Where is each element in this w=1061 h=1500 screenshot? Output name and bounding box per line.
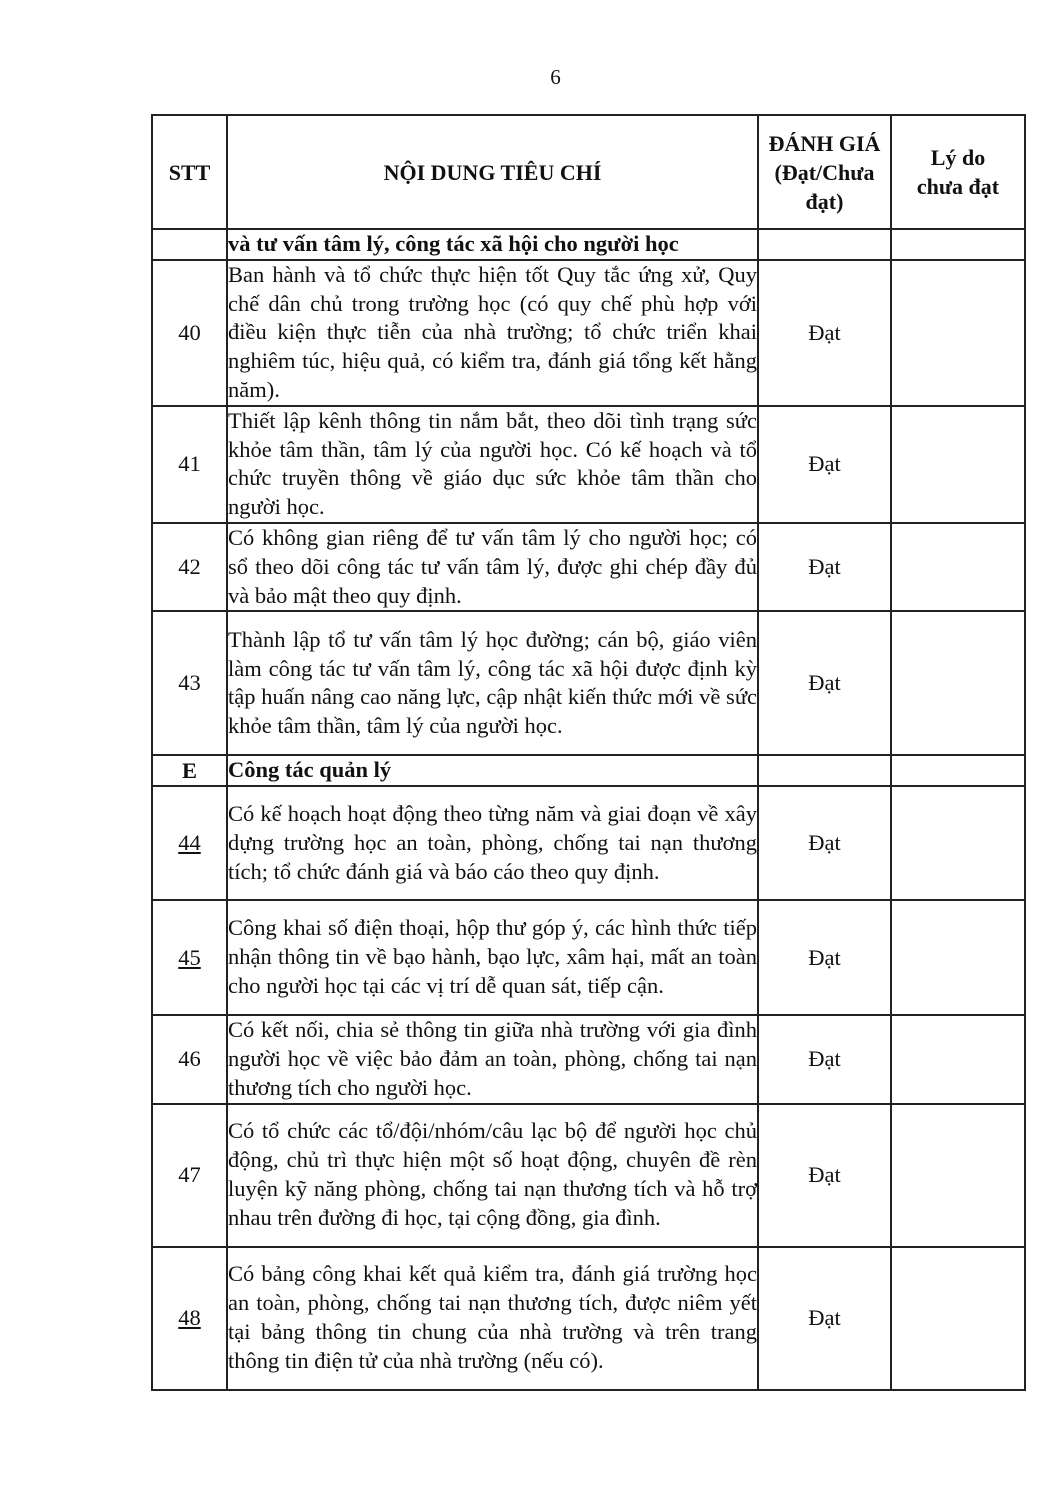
- table-row: [152, 1247, 1025, 1390]
- table-row: [152, 406, 1025, 523]
- stt-number: 44: [178, 830, 201, 856]
- evaluation-cell: Đạt: [758, 523, 891, 611]
- reason-cell: [891, 1247, 1025, 1390]
- content-cell: Thành lập tổ tư vấn tâm lý học đường; cán bộ, giáo viên làm công tác tư vấn tâm lý, công tác xã hội được định kỳ tập huấn nâng cao năng lực, cập nhật kiến thức mới về sức khỏe tâm thần, tâm lý của người học.: [227, 611, 758, 755]
- content-cell: và tư vấn tâm lý, công tác xã hội cho người học: [227, 229, 758, 260]
- reason-cell: [891, 786, 1025, 900]
- header-reason: Lý do chưa đạt: [891, 115, 1025, 229]
- evaluation-cell: Đạt: [758, 900, 891, 1015]
- table-row: [152, 523, 1025, 611]
- evaluation-cell: [758, 755, 891, 786]
- content-cell: Công khai số điện thoại, hộp thư góp ý, các hình thức tiếp nhận thông tin về bạo hành, bạo lực, xâm hại, mất an toàn cho người học tại các vị trí dễ quan sát, tiếp cận.: [227, 900, 758, 1015]
- stt-cell: [152, 1247, 227, 1390]
- stt-cell: 43: [152, 611, 227, 755]
- stt-cell: 42: [152, 523, 227, 611]
- stt-cell: [152, 900, 227, 1015]
- evaluation-cell: Đạt: [758, 260, 891, 406]
- header-stt: STT: [152, 115, 227, 229]
- content-cell: Có tổ chức các tổ/đội/nhóm/câu lạc bộ để người học chủ động, chủ trì thực hiện một số hoạt động, chuyên đề rèn luyện kỹ năng phòng, chống tai nạn thương tích và hỗ trợ nhau trên đường đi học, tại cộng đồng, gia đình.: [227, 1104, 758, 1247]
- criteria-table: [151, 114, 1026, 1391]
- evaluation-cell: Đạt: [758, 611, 891, 755]
- table-row: [152, 1104, 1025, 1247]
- reason-cell: [891, 1104, 1025, 1247]
- page-number: 6: [550, 65, 561, 89]
- table-header-row: [152, 115, 1025, 229]
- section-label: E: [152, 755, 227, 786]
- reason-cell: [891, 611, 1025, 755]
- stt-cell: [152, 229, 227, 260]
- stt-cell: 47: [152, 1104, 227, 1247]
- evaluation-cell: Đạt: [758, 786, 891, 900]
- section-title: Công tác quản lý: [227, 755, 758, 786]
- content-cell: Có bảng công khai kết quả kiểm tra, đánh giá trường học an toàn, phòng, chống tai nạn thương tích, được niêm yết tại bảng thông tin chung của nhà trường và trên trang thông tin điện tử của nhà trường (nếu có).: [227, 1247, 758, 1390]
- evaluation-cell: Đạt: [758, 1104, 891, 1247]
- evaluation-cell: Đạt: [758, 1015, 891, 1103]
- stt-cell: 46: [152, 1015, 227, 1103]
- evaluation-cell: [758, 229, 891, 260]
- reason-cell: [891, 260, 1025, 406]
- header-content: NỘI DUNG TIÊU CHÍ: [227, 115, 758, 229]
- reason-cell: [891, 755, 1025, 786]
- reason-cell: [891, 523, 1025, 611]
- stt-cell: 40: [152, 260, 227, 406]
- reason-cell: [891, 406, 1025, 523]
- section-row-e: [152, 755, 1025, 786]
- stt-number: 45: [178, 944, 201, 970]
- evaluation-cell: Đạt: [758, 406, 891, 523]
- reason-cell: [891, 900, 1025, 1015]
- header-evaluation: ĐÁNH GIÁ (Đạt/Chưa đạt): [758, 115, 891, 229]
- table-row: [152, 611, 1025, 755]
- table-row: [152, 260, 1025, 406]
- reason-cell: [891, 229, 1025, 260]
- content-cell: Có kế hoạch hoạt động theo từng năm và giai đoạn về xây dựng trường học an toàn, phòng, chống tai nạn thương tích; tổ chức đánh giá và báo cáo theo quy định.: [227, 786, 758, 900]
- reason-cell: [891, 1015, 1025, 1103]
- stt-number: 48: [178, 1305, 201, 1331]
- stt-cell: 41: [152, 406, 227, 523]
- table-row: [152, 786, 1025, 900]
- stt-cell: [152, 786, 227, 900]
- content-cell: Thiết lập kênh thông tin nắm bắt, theo dõi tình trạng sức khỏe tâm thần, tâm lý của người học. Có kế hoạch và tổ chức truyền thông về giáo dục sức khỏe tâm thần cho người học.: [227, 406, 758, 523]
- evaluation-cell: Đạt: [758, 1247, 891, 1390]
- table-row: [152, 900, 1025, 1015]
- content-cell: Có không gian riêng để tư vấn tâm lý cho người học; có sổ theo dõi công tác tư vấn tâm lý, được ghi chép đầy đủ và bảo mật theo quy định.: [227, 523, 758, 611]
- table-row: [152, 1015, 1025, 1103]
- content-cell: Ban hành và tổ chức thực hiện tốt Quy tắc ứng xử, Quy chế dân chủ trong trường học (có quy chế phù hợp với điều kiện thực tiễn của nhà trường; tổ chức triển khai nghiêm túc, hiệu quả, có kiểm tra, đánh giá tổng kết hằng năm).: [227, 260, 758, 406]
- continuation-row: [152, 229, 1025, 260]
- content-cell: Có kết nối, chia sẻ thông tin giữa nhà trường với gia đình người học về việc bảo đảm an toàn, phòng, chống tai nạn thương tích cho người học.: [227, 1015, 758, 1103]
